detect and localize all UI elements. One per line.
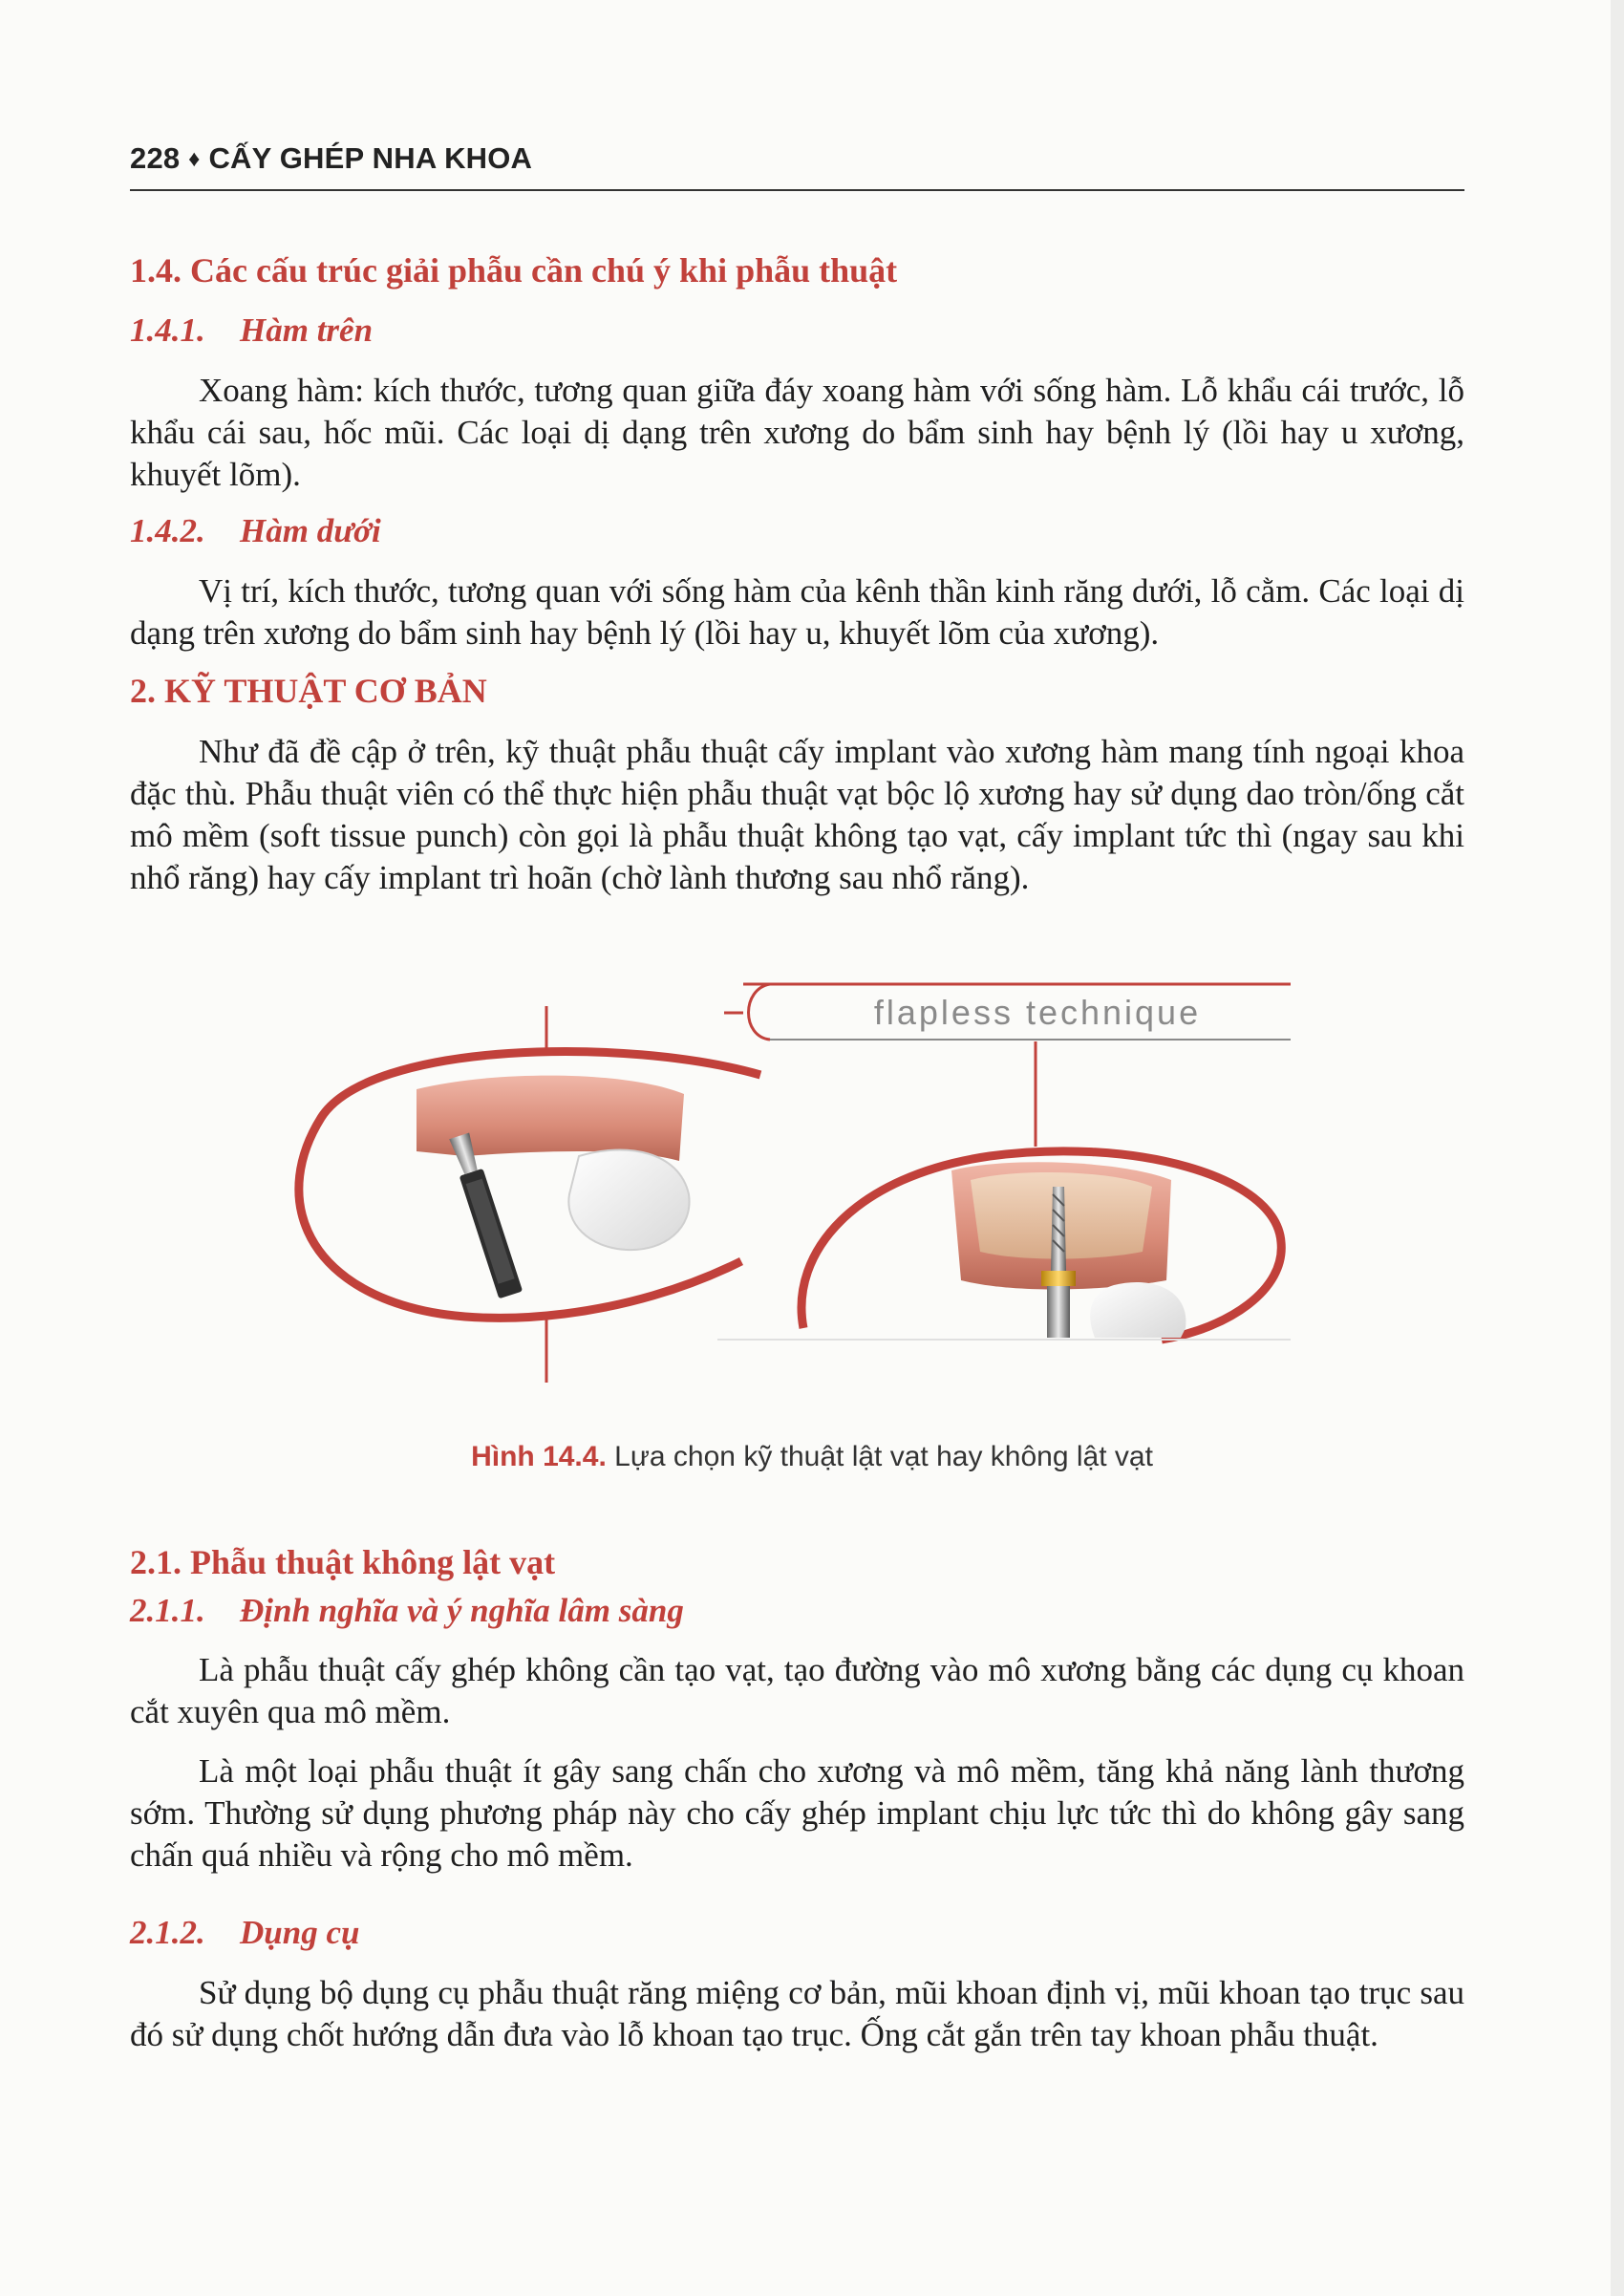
paragraph-ham-duoi: Vị trí, kích thước, tương quan với sống hàm của kênh thần kinh răng dưới, lỗ cằm. Các loại dị dạng trên xương do bẩm sinh hay bệnh lý (lồi hay u, khuyết lõm của xương). (130, 572, 1464, 652)
figure-illustration (130, 965, 1464, 1395)
subsection-number: 1.4.1. (130, 311, 205, 349)
subsection-title: Hàm dưới (240, 512, 381, 549)
left-tooth (568, 1149, 689, 1250)
figure-caption (0, 1441, 1624, 1473)
subsection-title: Dụng cụ (240, 1914, 360, 1951)
subsection-heading-1-4-1 (130, 311, 373, 350)
caption-label: Hình 14.4. (471, 1441, 607, 1472)
book-title: CẤY GHÉP NHA KHOA (208, 141, 533, 175)
subsection-number: 1.4.2. (130, 512, 205, 549)
paragraph-dinh-nghia-2: Là một loại phẫu thuật ít gây sang chấn cho xương và mô mềm, tăng khả năng lành thương sớm. Thường sử dụng phương pháp này cho cấy ghép implant chịu lực tức thì do không gây sang chấn quá nhiều và rộng cho mô mềm. (130, 1752, 1464, 1874)
section-heading-2-1: 2.1. Phẫu thuật không lật vạt (130, 1543, 556, 1581)
caption-text: Lựa chọn kỹ thuật lật vạt hay không lật vạt (614, 1441, 1153, 1472)
paragraph-ky-thuat-co-ban: Như đã đề cập ở trên, kỹ thuật phẫu thuật cấy implant vào xương hàm mang tính ngoại khoa đặc thù. Phẫu thuật viên có thể thực hiện phẫu thuật vạt bộc lộ xương hay sử dụng dao tròn/ống cắt mô mềm (soft tissue punch) còn gọi là phẫu thuật không tạo vạt, cấy implant tức thì (ngay sau khi nhổ răng) hay cấy implant trì hoãn (chờ lành thương sau nhổ răng). (130, 733, 1464, 896)
page-edge (1611, 0, 1624, 2296)
subsection-title: Định nghĩa và ý nghĩa lâm sàng (240, 1592, 684, 1629)
running-header (130, 141, 1464, 176)
figure-label-text: flapless technique (873, 993, 1202, 1032)
header-text (130, 141, 1464, 176)
label-bracket (749, 984, 771, 1040)
section-heading-1-4: 1.4. Các cấu trúc giải phẫu cần chú ý khi phẫu thuật (130, 251, 898, 290)
paragraph-ham-tren: Xoang hàm: kích thước, tương quan giữa đáy xoang hàm với sống hàm. Lỗ khẩu cái trước, lỗ khẩu cái sau, hốc mũi. Các loại dị dạng trên xương do bẩm sinh hay bệnh lý (lồi hay u xương, khuyết lõm). (130, 372, 1464, 493)
subsection-number: 2.1.1. (130, 1592, 205, 1629)
scalpel-icon (447, 1132, 523, 1298)
subsection-number: 2.1.2. (130, 1914, 205, 1951)
subsection-heading-1-4-2 (130, 512, 381, 550)
figure-flap-vs-flapless (130, 965, 1464, 1395)
paragraph-dung-cu: Sử dụng bộ dụng cụ phẫu thuật răng miệng cơ bản, mũi khoan định vị, mũi khoan tạo trục sau đó sử dụng chốt hướng dẫn đưa vào lỗ khoan tạo trục. Ống cắt gắn trên tay khoan phẫu thuật. (130, 1974, 1464, 2053)
subsection-heading-2-1-2 (130, 1914, 359, 1952)
subsection-heading-2-1-1 (130, 1592, 684, 1630)
right-tooth (1090, 1282, 1186, 1338)
header-separator: ♦ (188, 146, 201, 172)
subsection-title: Hàm trên (240, 311, 374, 349)
header-rule (130, 189, 1464, 191)
section-heading-2: 2. KỸ THUẬT CƠ BẢN (130, 672, 487, 710)
paragraph-dinh-nghia-1: Là phẫu thuật cấy ghép không cần tạo vạt, tạo đường vào mô xương bằng các dụng cụ khoan cắt xuyên qua mô mềm. (130, 1651, 1464, 1730)
right-panel-flapless (717, 984, 1291, 1340)
page-number: 228 (130, 141, 181, 175)
left-panel-flap (299, 1006, 760, 1383)
